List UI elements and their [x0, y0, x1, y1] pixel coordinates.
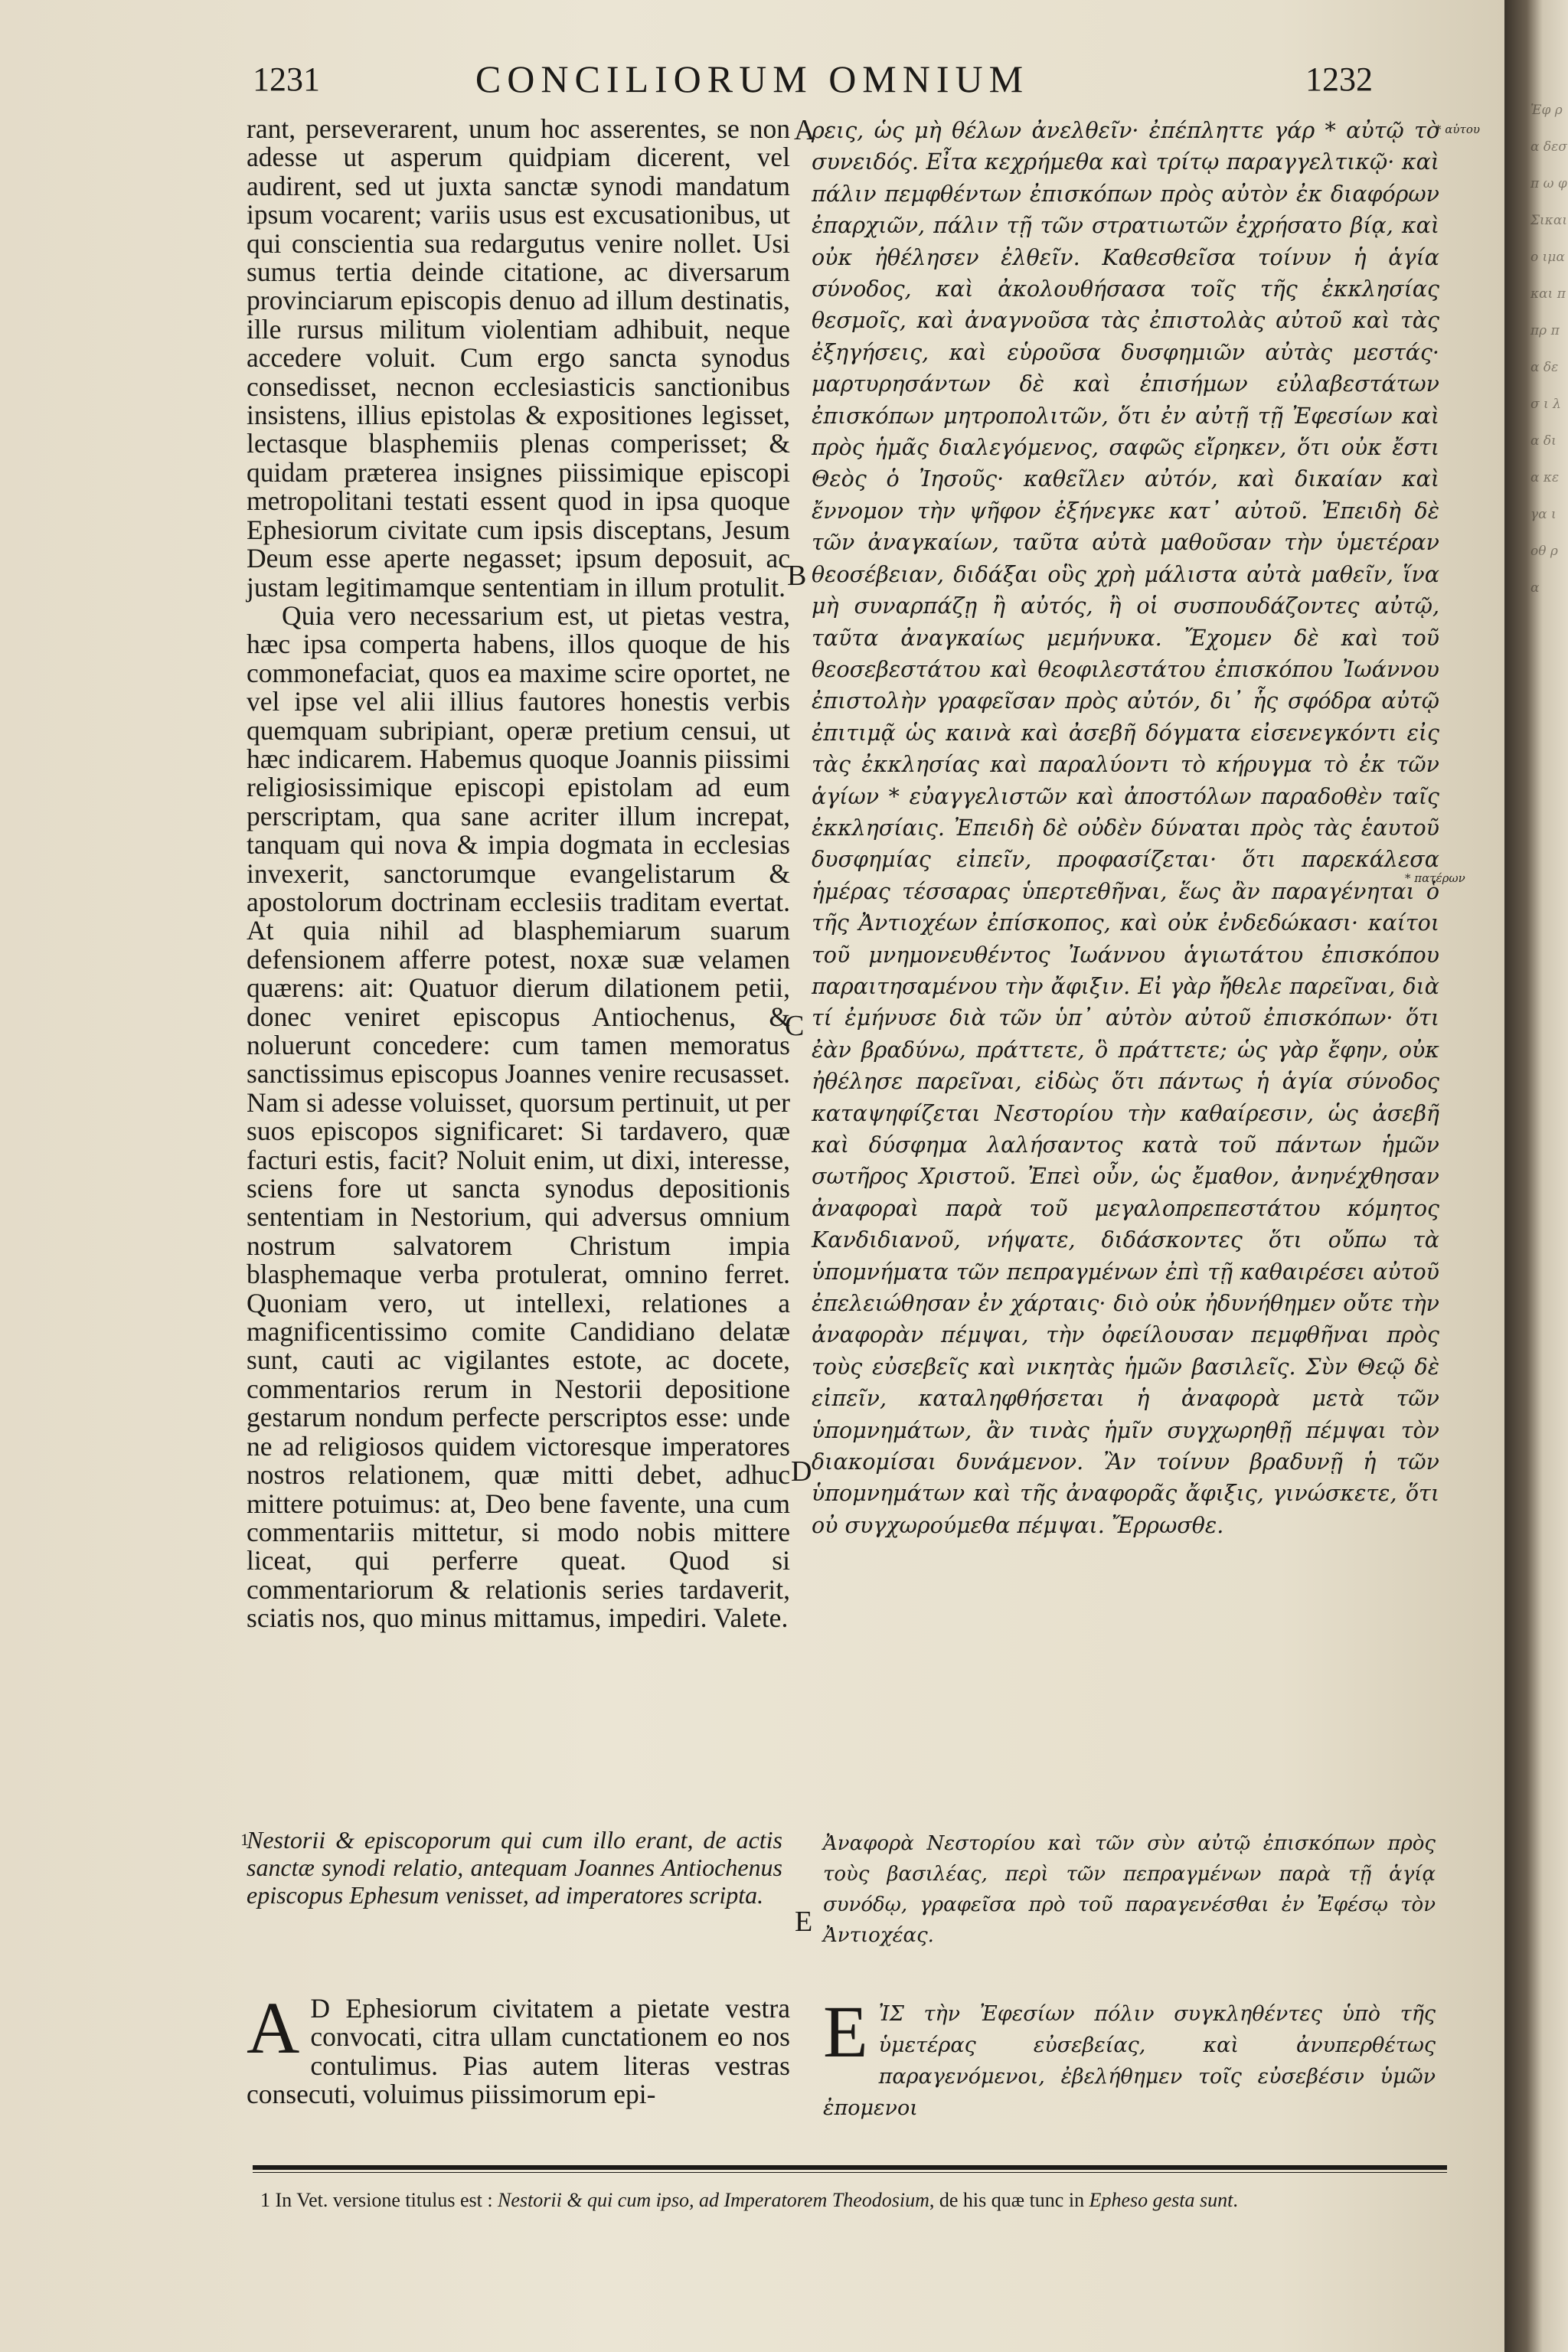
footnote-prefix: 1 In Vet. versione titulus est :: [260, 2189, 493, 2211]
greek-letter: [823, 1991, 1436, 2124]
margin-marker-a: A: [794, 114, 815, 146]
latin-letter: [247, 1987, 790, 2110]
latin-paragraph-1: rant, perseverarent, unum hoc asserentes, se non adesse ut asperum quidpiam dicerent, vel audirent, sed ut juxta sanctæ synodi mandatum ipsum vocarent; variis usus est excusationibus, ut qui conscientia sua redargutus venire nollet. Usi sumus tertia deinde citatione, ac diversarum provinciarum episcopis denuo ad illum destinatis, ille rursus militum violentiam adhibuit, neque accedere voluit. Cum ergo sancta synodus consedisset, necnon ecclesiasticis sanctionibus insistens, illius epistolas & expositiones legisset, lectasque blasphemiis plenas comperisset; & quidam præterea insignes piissimique episcopi metropolitani testati essent quod in ipsa quoque Ephesiorum civitate cum ipsis disceptans, Jesum Deum esse aperte negasset; ipsum deposuit, ac justam legitimamque sententiam in illum protulit.: [247, 113, 790, 603]
running-header: [0, 57, 1504, 106]
running-title: CONCILIORUM OMNIUM: [475, 57, 1030, 100]
footnote-end: .: [1233, 2189, 1238, 2211]
latin-letter-text: D Ephesiorum civitatem a pietate vestra convocati, citra ullam cunctationem eo nos contulimus. Pias autem literas vestras consecuti, voluimus piissimorum epi-: [247, 1993, 790, 2110]
margin-marker-b: B: [787, 560, 807, 592]
footnote-mid: , de his quæ tunc in: [929, 2189, 1085, 2211]
latin-drop-cap: A: [247, 1987, 300, 2069]
greek-paragraph: ρεις, ὡς μὴ θέλων ἀνελθεῖν· ἐπέπληττε γάρ * αὐτῷ τὸ συνειδός. Εἶτα κεχρήμεθα καὶ τρίτῳ παραγγελτικῷ· καὶ πάλιν πεμφθέντων ἐπισκόπων πρὸς αὐτὸν ἐκ διαφόρων ἐπαρχιῶν, πάλιν τῇ τῶν στρατιωτῶν ἐχρήσατο βίᾳ, καὶ οὐκ ἠθέλησεν ἐλθεῖν. Καθεσθεῖσα τοίνυν ἡ ἁγία σύνοδος, καὶ ἀκολουθήσασα τοῖς τῆς ἐκκλησίας θεσμοῖς, καὶ ἀναγνοῦσα τὰς ἐπιστολὰς αὐτοῦ καὶ τὰς ἐξηγήσεις, καὶ εὑροῦσα δυσφημιῶν αὐτὰς μεστάς· μαρτυρησάντων δὲ καὶ ἐπισήμων εὐλαβεστάτων ἐπισκόπων μητροπολιτῶν, ὅτι ἐν αὐτῇ τῇ Ἐφεσίων καὶ πρὸς ἡμᾶς διαλεγόμενος, σαφῶς εἴρηκεν, ὅτι οὐκ ἔστι Θεὸς ὁ Ἰησοῦς· καθεῖλεν αὐτόν, καὶ δικαίαν καὶ ἔννομον τὴν ψῆφον ἐξήνεγκε κατ᾽ αὐτοῦ. Ἐπειδὴ δὲ τῶν ἀναγκαίων, ταῦτα αὐτὰ μαθοῦσαν τὴν ὑμετέραν θεοσέβειαν, διδάξαι οὓς χρὴ μάλιστα αὐτὰ μαθεῖν, ἵνα μὴ συναρπάζῃ ἢ αὐτός, ἢ οἱ συσπουδάζοντες αὐτῷ, ταῦτα ἀναγκαίως μεμήνυκα. Ἔχομεν δὲ καὶ τοῦ θεοσεβεστάτου καὶ θεοφιλεστάτου ἐπισκόπου Ἰωάννου ἐπιστολὴν γραφεῖσαν πρὸς αὐτόν, δι᾽ ἧς σφόδρα αὐτῷ ἐπιτιμᾷ ὡς καινὰ καὶ ἀσεβῆ δόγματα εἰσενεγκόντι εἰς τὰς ἐκκλησίας καὶ παραλύοντι τὸ κήρυγμα τὸ ἐκ τῶν ἁγίων * εὐαγγελιστῶν καὶ ἀποστόλων παραδοθὲν ταῖς ἐκκλησίαις. Ἐπειδὴ δὲ οὐδὲν δύναται πρὸς τὰς ἑαυτοῦ δυσφημίας εἰπεῖν, προφασίζεται· ὅτι παρεκάλεσα ἡμέρας τέσσαρας ὑπερτεθῆναι, ἕως ἂν παραγένηται ὁ τῆς Ἀντιοχέων ἐπίσκοπος, καὶ οὐκ ἐνδεδώκασι· καίτοι τοῦ μνημονευθέντος Ἰωάννου ἁγιωτάτου ἐπισκόπου παραιτησαμένου τὴν ἄφιξιν. Εἰ γὰρ ἤθελε παρεῖναι, διὰ τί ἐμήνυσε διὰ τῶν ὑπ᾽ αὐτὸν αὐτοῦ ἐπισκόπων· ὅτι ἐὰν βραδύνω, πράττετε, ὃ πράττετε; ὡς γὰρ ἔφην, οὐκ ἠθέλησε παρεῖναι, εἰδὼς ὅτι πάντως ἡ ἁγία σύνοδος καταψηφίζεται Νεστορίου τὴν καθαίρεσιν, ὡς ἀσεβῆ καὶ δύσφημα λαλήσαντος κατὰ τοῦ πάντων ἡμῶν σωτῆρος Χριστοῦ. Ἐπεὶ οὖν, ὡς ἔμαθον, ἀνηνέχθησαν ἀναφοραὶ παρὰ τοῦ μεγαλοπρεπεστάτου κόμητος Κανδιδιανοῦ, νήψατε, διδάσκοντες ὅτι οὔπω τὰ ὑπομνήματα τῶν πεπραγμένων ἐπὶ τῇ καθαιρέσει αὐτοῦ ἐπελειώθησαν ἐν χάρταις· διὸ οὐκ ἠδυνήθημεν οὔτε τὴν ἀναφορὰν πέμψαι, τὴν ὀφείλουσαν πεμφθῆναι πρὸς τοὺς εὐσεβεῖς καὶ νικητὰς ἡμῶν βασιλεῖς. Σὺν Θεῷ δὲ εἰπεῖν, καταληφθήσεται ἡ ἀναφορὰ μετὰ τῶν ὑπομνημάτων, ἂν τινὰς ἡμῖν συγχωρηθῇ πέμψαι τὸν διακομίσαι δυνάμενον. Ἂν τοίνυν βραδυνῇ ἡ τῶν ὑπομνημάτων καὶ τῆς ἀναφορᾶς ἄφιξις, γινώσκετε, ὅτι οὐ συγχωρούμεθα πέμψαι. Ἔρρωσθε.: [812, 118, 1439, 1538]
greek-column: [812, 115, 1439, 1541]
book-gutter: [1504, 0, 1568, 2352]
page-number-right: 1232: [1305, 60, 1373, 98]
footnote-rule: [253, 2165, 1447, 2170]
margin-marker-e: E: [795, 1906, 813, 1938]
bleed-through-text: Ἐφ ρ α δεσπ ω φ Σικαι ο ιμα και ππρ πα δε σ ι λα δι α κε γα ι οθ ρ α: [1530, 103, 1567, 596]
footnote-mark: 1: [240, 1830, 249, 1849]
margin-marker-c: C: [785, 1010, 805, 1042]
margin-marker-d: D: [791, 1455, 812, 1488]
side-note-autou: * αὐτου: [1436, 122, 1480, 136]
footnote-italic-2: Epheso gesta sunt: [1089, 2189, 1233, 2211]
latin-paragraph-2: Quia vero necessarium est, ut pietas vestra, hæc ipsa comperta habens, illos quoque de his commonefaciat, quos ea maxime scire oportet, ne vel ipse vel alii illius fautores honestis verbis quemquam subripiant, operæ pretium censui, ut hæc indicarem. Habemus quoque Joannis piissimi religiosissimique episcopi epistolam ad eum perscriptam, qua sane acriter illum increpat, tanquam qui nova & impia dogmata in ecclesias invexerit, sanctorumque evangelistarum & apostolorum doctrinam ecclesiis traditam evertat. At quia nihil ad blasphemiarum suarum defensionem afferre potest, noxæ suæ velamen quærens: ait: Quatuor dierum dilationem petii, donec veniret episcopus Antiochenus, & noluerunt concedere: cum tamen memoratus sanctissimus episcopus Joannes venire recusasset. Nam si adesse voluisset, quorsum pertinuit, ut per suos episcopos significaret: Si tardavero, quæ facturi estis, facit? Noluit enim, ut dixi, interesse, sciens fore ut sancta synodus depositionis sententiam in Nestorium, qui adversus omnium nostrum salvatorem Christum impia blasphemaque verba protulerat, omnino ferret. Quoniam vero, ut intellexi, relationes a magnificentissimo comite Candidiano delatæ sunt, cauti ac vigilantes estote, ac docete, commentarios rerum in Nestorii depositione gestarum nondum perfecte perscriptos esse: unde ne ad religiosos quidem victoresque imperatores nostros relationem, quæ mitti debet, adhuc mittere potuimus: at, Deo bene favente, una cum commentariis mittetur, si modo nobis mittere liceat, qui perferre queat. Quod si commentariorum & relationis series tardaverit, sciatis nos, quo minus mittamus, impediri. Valete.: [247, 599, 790, 1634]
greek-letter-title: [823, 1828, 1436, 1951]
footnote: [260, 2188, 1432, 2213]
footnote-italic-1: Nestorii & qui cum ipso, ad Imperatorem Theodosium: [498, 2189, 929, 2211]
page-number-left: 1231: [253, 60, 320, 98]
greek-title-text: Ἀναφορὰ Νεστορίου καὶ τῶν σὺν αὐτῷ ἐπισκόπων πρὸς τοὺς βασιλέας, περὶ τῶν πεπραγμένων παρὰ τῇ ἁγίᾳ συνόδῳ, γραφεῖσα πρὸ τοῦ παραγενέσθαι ἐν Ἐφέσῳ τὸν Ἀντιοχέας.: [823, 1832, 1436, 1947]
greek-letter-text: ἸΣ τὴν Ἐφεσίων πόλιν συγκληθέντες ὑπὸ τῆς ὑμετέρας εὐσεβείας, καὶ ἀνυπερθέτως παραγενόμενοι, ἐβελήθημεν τοῖς εὐσεβέσιν ὑμῶν ἐπομενοι: [823, 2002, 1436, 2120]
greek-drop-cap: Ε: [823, 1991, 868, 2073]
footnote-rule-thin: [253, 2172, 1447, 2173]
latin-letter-title: [240, 1826, 782, 1909]
side-note-pateron: * πατέρων: [1405, 871, 1465, 885]
latin-column: [247, 115, 790, 1633]
latin-title-text: Nestorii & episcoporum qui cum illo erant, de actis sanctæ synodi relatio, antequam Joannes Antiochenus episcopus Ephesum venisset, ad imperatores scripta.: [247, 1826, 782, 1909]
